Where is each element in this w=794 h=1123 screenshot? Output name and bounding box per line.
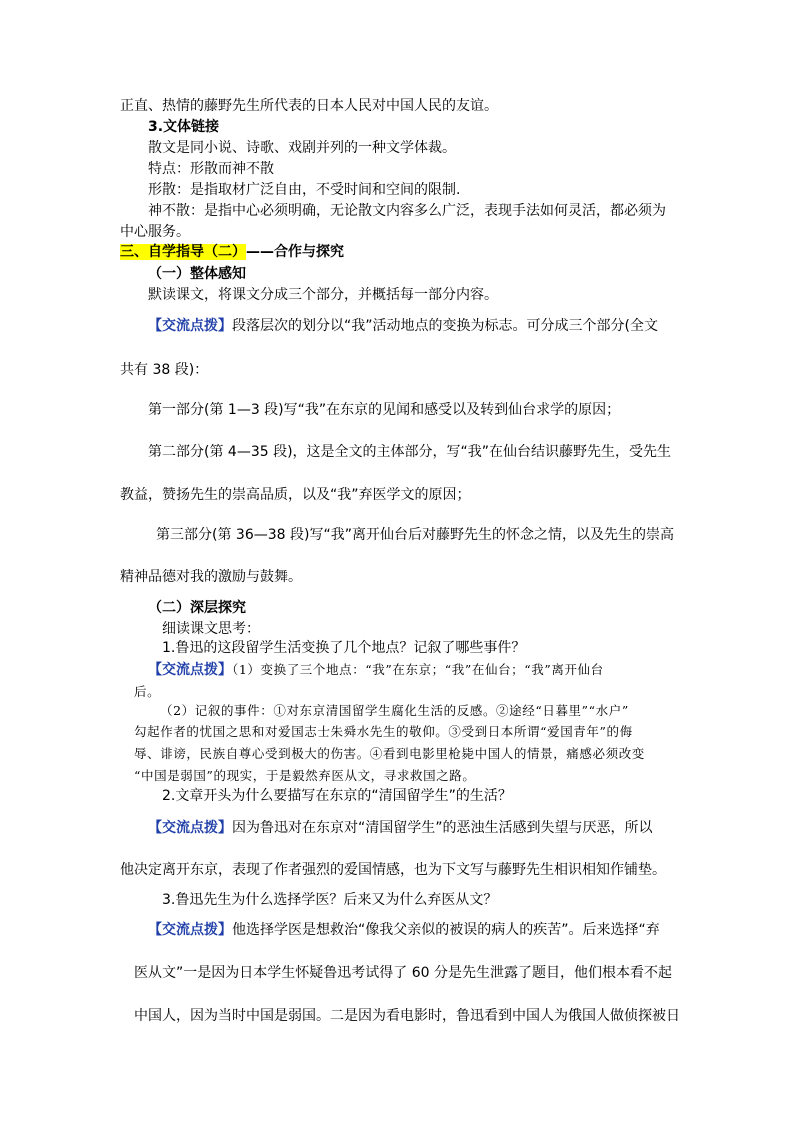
- part3-line-2: 精神品德对我的激励与鼓舞。: [120, 569, 302, 585]
- wenti-line-5: 中心服务。: [120, 224, 190, 240]
- shenceng-intro: 细读课文思考：: [162, 621, 260, 637]
- shenceng-heading: （二）深层探究: [148, 600, 246, 616]
- zhengti-answer-line-1: [148, 316, 658, 336]
- part2-line-1: 第二部分(第 4—35 段)，这是全文的主体部分，写“我”在仙台结识藤野先生，受先生: [148, 444, 672, 460]
- a2-line-2: 他决定离开东京，表现了作者强烈的爱国情感，也为下文写与藤野先生相识相知作铺垫。: [120, 862, 666, 878]
- answer-tag: 【交流点拨】: [148, 662, 232, 678]
- question-1: 1.鲁迅的这段留学生活变换了几个地点？记叙了哪些事件？: [162, 640, 526, 656]
- intro-line: 正直、热情的藤野先生所代表的日本人民对中国人民的友谊。: [120, 98, 498, 114]
- a1-line-2: 后。: [134, 684, 161, 699]
- a1-line-5: 辱、诽谤，民族自尊心受到极大的伤害。④看到电影里枪毙中国人的情景，痛感必须改变: [134, 746, 645, 761]
- wenti-line-4: 神不散：是指中心必须明确，无论散文内容多么广泛，表现手法如何灵活，都必须为: [148, 203, 666, 219]
- wenti-line-3: 形散：是指取材广泛自由，不受时间和空间的限制.: [148, 182, 461, 198]
- answer-tag: 【交流点拨】: [148, 820, 232, 836]
- question-3: 3.鲁迅先生为什么选择学医？后来又为什么弃医从文？: [162, 892, 498, 908]
- a3-line-1: [148, 920, 660, 940]
- section3-heading: [120, 242, 344, 262]
- section3-heading-tail: ——合作与探究: [246, 244, 344, 260]
- question-2: 2.文章开头为什么要描写在东京的“清国留学生”的生活？: [162, 788, 512, 804]
- wenti-heading: 3.文体链接: [148, 119, 220, 135]
- answer-text: 段落层次的划分以“我”活动地点的变换为标志。可分成三个部分(全文: [232, 318, 658, 334]
- answer-tag: 【交流点拨】: [148, 318, 232, 334]
- wenti-line-1: 散文是同小说、诗歌、戏剧并列的一种文学体裁。: [148, 140, 456, 156]
- zhengti-heading: （一）整体感知: [148, 266, 246, 282]
- a2-line-1: [148, 818, 653, 838]
- a3-line-2: 医从文”一是因为日本学生怀疑鲁迅考试得了 60 分是先生泄露了题目，他们根本看不起: [134, 965, 672, 981]
- answer-text: 因为鲁迅对在东京对“清国留学生”的恶浊生活感到失望与厌恶，所以: [232, 820, 653, 836]
- part3-line-1: 第三部分(第 36—38 段)写“我”离开仙台后对藤野先生的怀念之情，以及先生的崇高: [156, 527, 674, 543]
- answer-tag: 【交流点拨】: [148, 922, 232, 938]
- a1-line-1: [148, 660, 604, 680]
- a1-line-3: （2）记叙的事件：①对东京清国留学生腐化生活的反感。②途经“日暮里”“水户”: [160, 703, 629, 718]
- answer-text: 他选择学医是想救治“像我父亲似的被误的病人的疾苦”。后来选择“弃: [232, 922, 660, 938]
- answer-text: （1）变换了三个地点：“我”在东京；“我”在仙台；“我”离开仙台: [232, 662, 604, 677]
- part1-line: 第一部分(第 1—3 段)写“我”在东京的见闻和感受以及转到仙台求学的原因；: [148, 402, 621, 418]
- wenti-line-2: 特点：形散而神不散: [148, 161, 274, 177]
- a1-line-4: 勾起作者的忧国之思和对爱国志士朱舜水先生的敬仰。③受到日本所谓“爱国青年”的侮: [134, 724, 633, 739]
- zhengti-answer-line-2: 共有 38 段)：: [120, 362, 209, 378]
- part2-line-2: 教益，赞扬先生的崇高品质，以及“我”弃医学文的原因；: [120, 487, 471, 503]
- section3-heading-highlight: 三、自学指导（二）: [120, 244, 246, 260]
- zhengti-task: 默读课文，将课文分成三个部分，并概括每一部分内容。: [148, 287, 498, 303]
- a1-line-6: “中国是弱国”的现实，于是毅然弃医从文，寻求救国之路。: [134, 768, 476, 783]
- a3-line-3: 中国人，因为当时中国是弱国。二是因为看电影时，鲁迅看到中国人为俄国人做侦探被日: [134, 1008, 680, 1024]
